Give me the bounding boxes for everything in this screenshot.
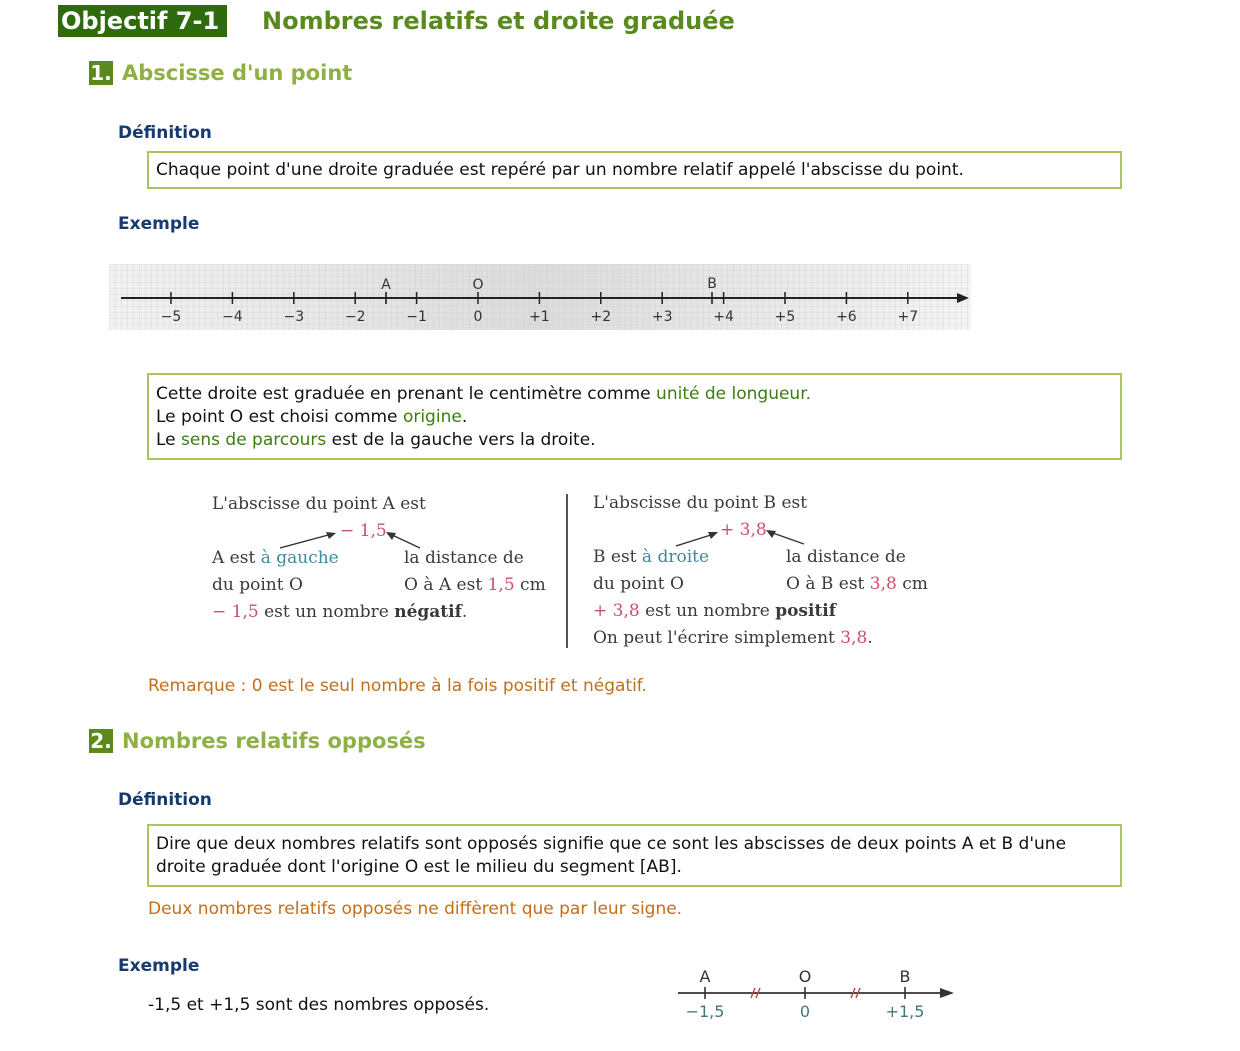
left-side-highlight: à gauche [260,548,339,568]
remark-text: Remarque : 0 est le seul nombre à la fois positif et négatif. [148,676,647,696]
explanation-text: est de la gauche vers la droite. [326,430,596,450]
scan-divider [566,494,568,648]
scan-right-title: L'abscisse du point B est [593,493,808,513]
scan-right-distance-2 [786,573,928,595]
explanation-line-1 [156,383,1113,406]
scan-text: O à B est [786,574,870,594]
right-side-highlight: à droite [641,547,710,567]
scan-left-side [212,547,339,569]
scan-text: On peut l'écrire simplement [593,628,841,648]
definition-text-1: Chaque point d'une droite graduée est repéré par un nombre relatif appelé l'abscisse du point. [156,160,964,180]
scan-text: . [461,602,468,622]
positive-word: positif [775,601,837,621]
number-line-tick-label: −5 [160,309,182,325]
origin-highlight: origine [402,407,462,427]
number-line-tick-label: +1 [529,309,550,325]
explanation-line-3 [156,429,1113,452]
distance-value: 1,5 [487,575,515,595]
number-line-tick-label: +3 [651,309,673,325]
opposite-number-line [670,962,960,1026]
number-line-tick-label: +4 [713,309,734,325]
number-line-tick-label: −1 [406,309,427,325]
scan-right-positive [593,600,836,622]
scan-left-title: L'abscisse du point A est [212,494,426,514]
scan-text: O à A est [404,575,488,595]
scan-text: A est [212,548,261,568]
scan-right-value: + 3,8 [720,520,767,540]
section-2-number: 2. [90,729,112,753]
opposite-value-a: −1,5 [685,1002,725,1021]
scan-right-side [593,546,709,568]
scan-right-distance-1: la distance de [786,547,906,567]
explanation-text: Le point O est choisi comme [156,407,403,427]
distance-value: 3,8 [869,574,897,594]
unit-highlight: unité de longueur. [656,384,812,404]
page-title: Nombres relatifs et droite graduée [262,7,735,35]
example-label-1: Exemple [118,214,200,234]
section-1-number: 1. [90,61,112,85]
number-line-tick-label: −3 [283,309,305,325]
simple-value: 3,8 [840,628,868,648]
scan-text: . [867,628,873,648]
scan-text: cm [896,574,928,594]
positive-value: + 3,8 [593,601,640,621]
number-line-tick-label: +2 [590,309,612,325]
number-line-tick-label: 0 [473,309,483,325]
definition-box-1 [147,151,1122,189]
scan-right-side-2: du point O [593,574,684,594]
number-line-tick-label: −4 [222,309,243,325]
scan-text: cm [514,575,546,595]
scan-left-value: − 1,5 [340,521,387,541]
definition-box-2 [147,824,1122,887]
scan-text: est un nombre [639,601,776,621]
negative-word: négatif [394,602,462,622]
definition-label-2: Définition [118,790,212,810]
explanation-text: Cette droite est graduée en prenant le centimètre comme [156,384,657,404]
definition-text-2: Dire que deux nombres relatifs sont opposés signifie que ce sont les abscisses de deux points A et B d'une droite graduée dont l'origine O est le milieu du segment [AB]. [156,834,1067,877]
opposite-label-o: O [798,967,812,986]
scan-right-simple [593,627,873,649]
point-a-label: A [381,277,391,293]
opposite-value-o: 0 [799,1002,811,1021]
section-2-title: Nombres relatifs opposés [122,729,426,753]
number-line-tick-label: +7 [897,309,919,325]
number-line-figure [109,264,971,330]
point-o-label: O [472,277,484,293]
example-text-2: -1,5 et +1,5 sont des nombres opposés. [148,995,490,1015]
opposite-label-a: A [699,967,711,986]
opposite-label-b: B [899,967,911,986]
opposite-note: Deux nombres relatifs opposés ne diffèrent que par leur signe. [148,899,683,919]
opposite-arrowhead [940,988,954,998]
number-line-tick-label: +6 [836,309,857,325]
example-label-2: Exemple [118,956,200,976]
number-line-tick-label: −2 [344,309,366,325]
scan-text: B est [593,547,642,567]
opposite-value-b: +1,5 [885,1002,925,1021]
section-1-title: Abscisse d'un point [122,61,353,85]
scan-left-distance-1: la distance de [404,548,524,568]
explanation-line-2 [156,406,1113,429]
explanation-text: Le [156,430,182,450]
explanation-box [147,373,1122,460]
direction-highlight: sens de parcours [181,430,327,450]
scan-left-negative [212,601,467,623]
scan-left-distance-2 [404,574,546,596]
objective-badge: Objectif 7-1 [58,5,227,37]
scan-text: est un nombre [258,602,395,622]
definition-label-1: Définition [118,123,212,143]
number-line-tick-label: +5 [774,309,796,325]
point-b-label: B [707,276,717,292]
scan-left-side-2: du point O [212,575,303,595]
explanation-text: . [461,407,468,427]
negative-value: − 1,5 [212,602,259,622]
